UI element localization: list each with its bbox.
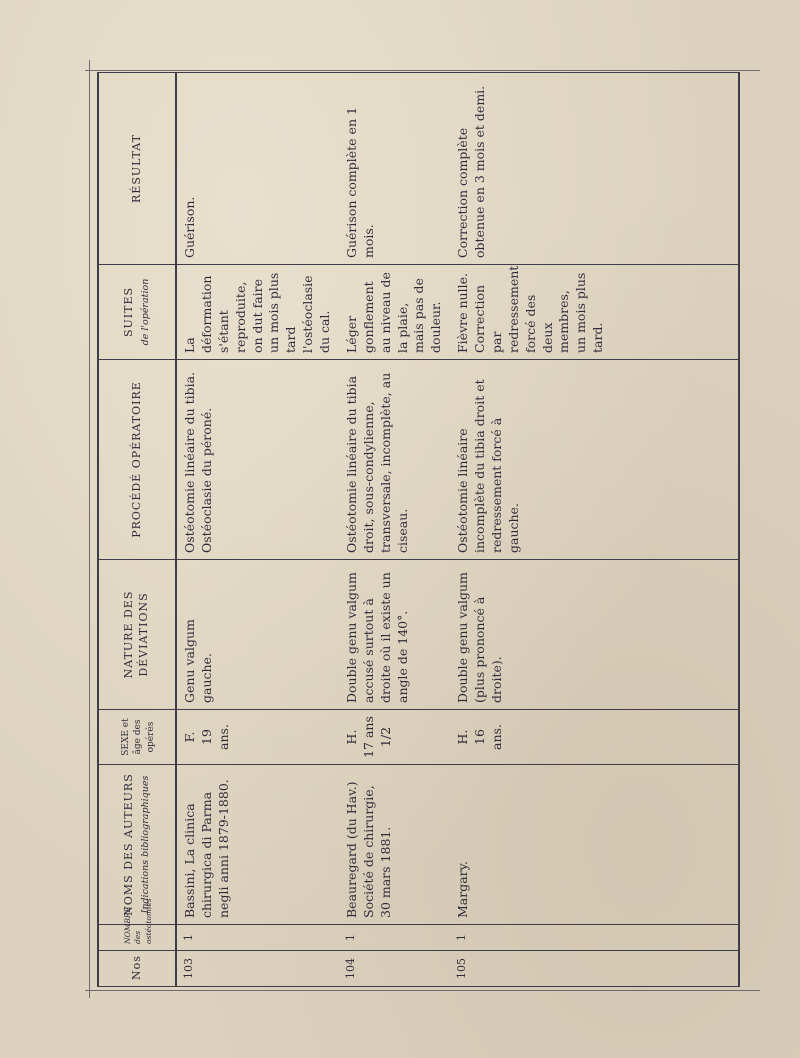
row-age: 17 ans 1/2 — [360, 716, 393, 758]
row-number: 105 — [450, 951, 612, 987]
row-author: Bassini, La clinica chirurgica di Parma negli anni 1879-1880. — [176, 765, 339, 925]
row-procedure: Ostéotomie linéaire incomplète du tibia droit et redressement forcé à gauche. — [450, 360, 612, 560]
page-rule-left — [89, 60, 90, 998]
header-resultat: RÉSULTAT — [98, 73, 176, 265]
row-procedure: Ostéotomie linéaire du tibia droit, sous-condylienne, transversale, incomplète, au ciseau. — [339, 360, 450, 560]
row-result: Guérison. — [176, 73, 339, 265]
row-aftermath: La déformation s'étant reproduite, on dut faire un mois plus tard l'ostéoclasie du cal. — [176, 265, 339, 360]
table-empty-space — [612, 73, 739, 987]
row-age: 19 ans. — [198, 724, 231, 750]
row-sex-age — [339, 710, 450, 765]
table-row — [339, 73, 450, 987]
header-suites: SUITES de l'opération — [98, 265, 176, 360]
empty-cell — [612, 73, 739, 265]
row-sex: H. — [455, 729, 471, 745]
row-sex-age — [176, 710, 339, 765]
row-deviation: Double genu valgum accusé surtout à droite où il existe un angle de 140°. — [339, 560, 450, 710]
header-auteurs: NOMS DES AUTEURS Indications bibliographiques — [98, 765, 176, 925]
header-row — [98, 73, 176, 987]
row-osteotomy-count: 1 — [176, 925, 339, 951]
row-procedure: Ostéotomie linéaire du tibia. Ostéoclasie du péroné. — [176, 360, 339, 560]
row-deviation: Genu valgum gauche. — [176, 560, 339, 710]
empty-cell — [612, 265, 739, 360]
row-sex-age — [450, 710, 612, 765]
table-frame — [97, 73, 740, 987]
osteotomy-table — [97, 72, 740, 987]
header-nombre: NOMBRE des ostéotomies — [98, 925, 176, 951]
row-result: Correction complète obtenue en 3 mois et demi. — [450, 73, 612, 265]
empty-cell — [612, 710, 739, 765]
page-rule-top — [85, 70, 760, 71]
rotated-table-wrapper — [97, 73, 740, 987]
row-number: 104 — [339, 951, 450, 987]
row-sex: H. — [343, 729, 359, 745]
empty-cell — [612, 360, 739, 560]
header-nature: NATURE DES DÉVIATIONS — [98, 560, 176, 710]
header-sexe: SEXE et âge des opérés — [98, 710, 176, 765]
row-osteotomy-count: 1 — [339, 925, 450, 951]
row-number: 103 — [176, 951, 339, 987]
empty-cell — [612, 560, 739, 710]
row-age: 16 ans. — [472, 724, 504, 750]
empty-cell — [612, 925, 739, 951]
row-author: Margary. — [450, 765, 612, 925]
row-sex: F. — [182, 731, 197, 743]
table-row — [176, 73, 339, 987]
table-row — [450, 73, 612, 987]
empty-cell — [612, 951, 739, 987]
row-aftermath: Fièvre nulle. Correction par redressement forcé des deux membres, un mois plus tard. — [450, 265, 612, 360]
row-author: Beauregard (du Hav.) Société de chirurgie, 30 mars 1881. — [339, 765, 450, 925]
page-rule-bottom — [85, 990, 760, 991]
row-aftermath: Léger gonflement au niveau de la plaie, mais pas de douleur. — [339, 265, 450, 360]
header-procede: PROCÉDÉ OPÉRATOIRE — [98, 360, 176, 560]
header-no: Nos — [98, 951, 176, 987]
row-deviation: Double genu valgum (plus prononcé à droite). — [450, 560, 612, 710]
row-osteotomy-count: 1 — [450, 925, 612, 951]
row-result: Guérison complète en 1 mois. — [339, 73, 450, 265]
empty-cell — [612, 765, 739, 925]
